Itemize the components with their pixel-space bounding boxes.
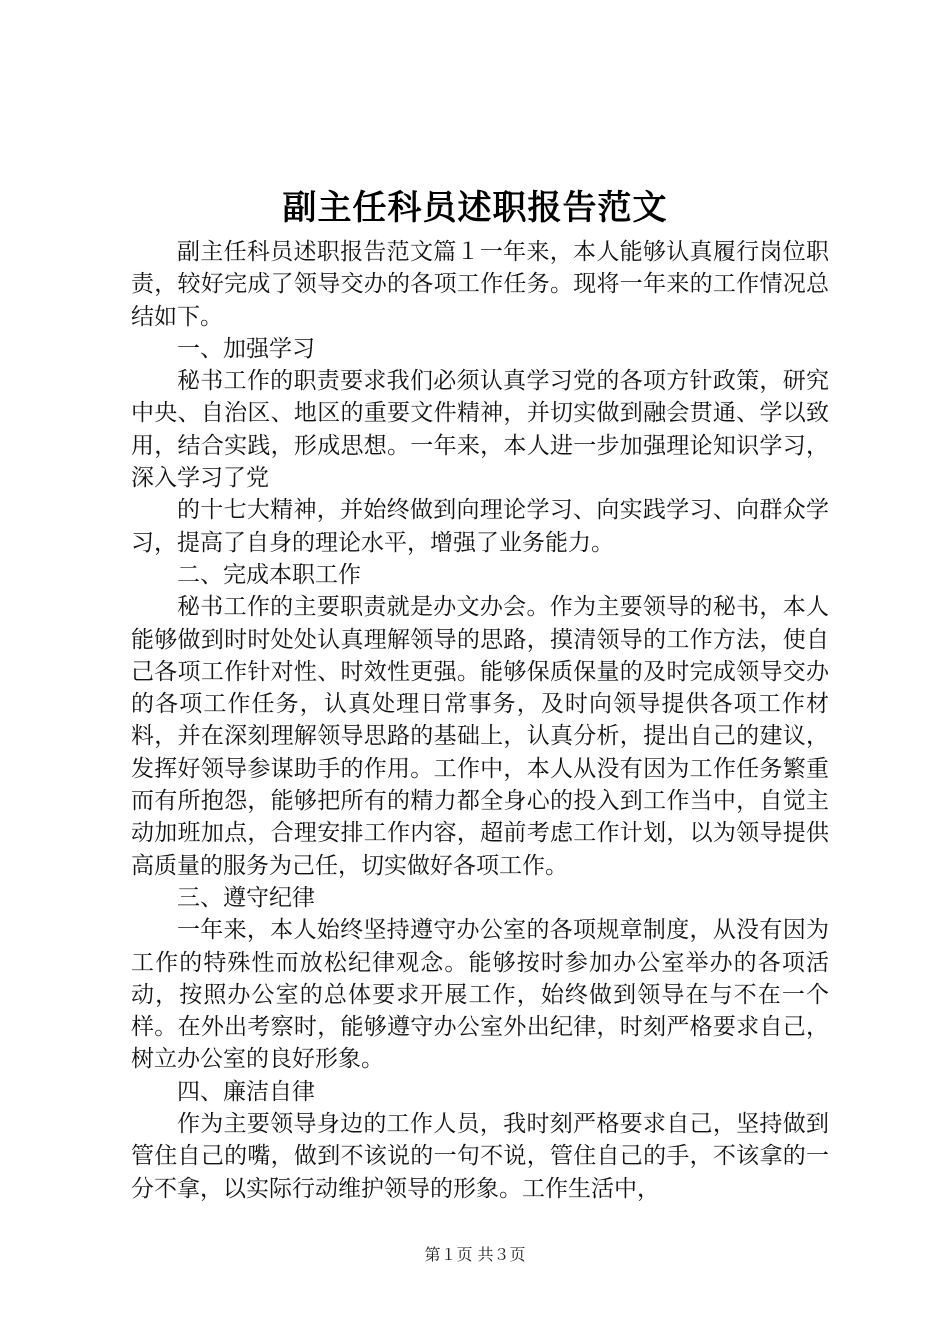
section-heading-3: 三、遵守纪律: [177, 884, 315, 911]
paragraph-integrity: 作为主要领导身边的工作人员，我时刻严格要求自己，坚持做到管住自己的嘴，做到不该说的一句不说，管住自己的手，不该拿的一分不拿，以实际行动维护领导的形象。工作生活中，: [131, 1111, 829, 1202]
page-footer: 第１页 共３页: [424, 1245, 526, 1264]
paragraph-intro: 副主任科员述职报告范文篇１一年来，本人能够认真履行岗位职责，较好完成了领导交办的各项工作任务。现将一年来的工作情况总结如下。: [131, 239, 829, 330]
document-title: 副主任科员述职报告范文: [282, 188, 668, 228]
section-heading-1: 一、加强学习: [177, 335, 315, 362]
section-heading-2: 二、完成本职工作: [177, 561, 361, 588]
paragraph-study-1: 秘书工作的职责要求我们必须认真学习党的各项方针政策，研究中央、自治区、地区的重要文件精神，并切实做到融会贯通、学以致用，结合实践，形成思想。一年来，本人进一步加强理论知识学习，深入学习了党: [131, 368, 829, 492]
paragraph-study-2: 的十七大精神，并始终做到向理论学习、向实践学习、向群众学习，提高了自身的理论水平，增强了业务能力。: [131, 497, 829, 556]
paragraph-duties: 秘书工作的主要职责就是办文办会。作为主要领导的秘书，本人能够做到时时处处认真理解领导的思路，摸清领导的工作方法，使自己各项工作针对性、时效性更强。能够保质保量的及时完成领导交办的各项工作任务，认真处理日常事务，及时向领导提供各项工作材料，并在深刻理解领导思路的基础上，认真分析，提出自己的建议，发挥好领导参谋助手的作用。工作中，本人从没有因为工作任务繁重而有所抱怨，能够把所有的精力都全身心的投入到工作当中，自觉主动加班加点，合理安排工作内容，超前考虑工作计划，以为领导提供高质量的服务为己任，切实做好各项工作。: [131, 594, 829, 879]
section-heading-4: 四、廉洁自律: [177, 1078, 315, 1105]
paragraph-discipline: 一年来，本人始终坚持遵守办公室的各项规章制度，从没有因为工作的特殊性而放松纪律观念。能够按时参加办公室举办的各项活动，按照办公室的总体要求开展工作，始终做到领导在与不在一个样。在外出考察时，能够遵守办公室外出纪律，时刻严格要求自己，树立办公室的良好形象。: [131, 917, 829, 1073]
document-body: [131, 236, 829, 1205]
